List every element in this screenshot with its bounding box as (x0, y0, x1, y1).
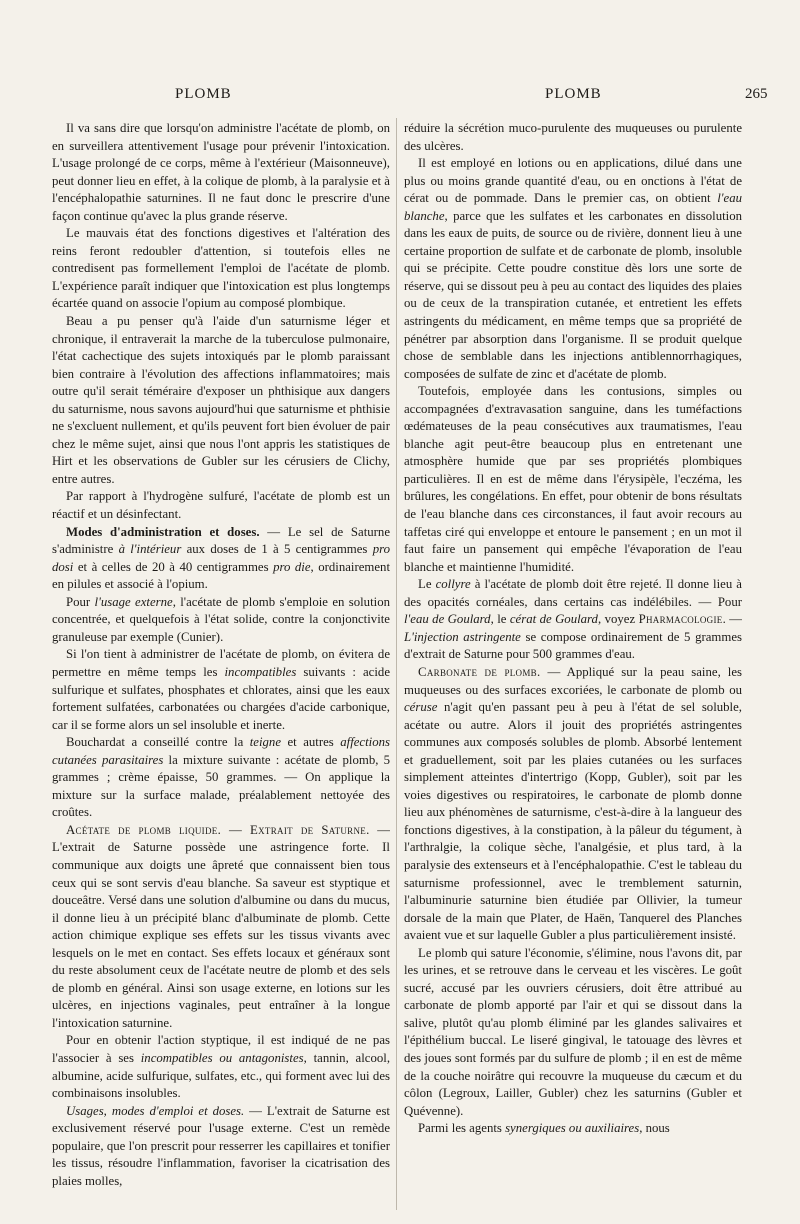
column-divider (396, 118, 397, 1210)
text-run: , ordinairement en pilules et associé à l'opium. (52, 559, 390, 592)
text-run: se compose ordinairement de 5 grammes d'extrait de Saturne pour 500 grammes d'eau. (404, 629, 742, 662)
text-run: , parce que les sulfates et les carbonates en dissolution dans les eaux de puits, de source ou de rivière, donnent lieu à une certaine proportion de sulfate et de carbonate de plomb, insoluble qui se précipite. Cette poudre constitue dès lors une sorte de réserve, qui se dissout peu à peu au contact des liquides des plaies ou de ceux de la transpiration cutanée, et entretient les effets astringents du médicament, en même temps que sa propriété de pénétrer par absorption dans l'organisme. Il se produit quelque chose de semblable dans les injections antiblennorrhagiques, composées de sulfate de zinc et d'acétate de plomb. (404, 208, 742, 381)
paragraph (52, 734, 390, 822)
italic-run: cérat de Goulard (509, 612, 598, 627)
paragraph (404, 155, 742, 383)
text-run: . — (722, 612, 742, 627)
text-run: et autres (281, 735, 341, 750)
left-column (52, 120, 390, 1210)
paragraph: Il va sans dire que lorsqu'on administre l'acétate de plomb, on en surveillera attentivement l'usage pour prévenir l'intoxication. L'usage prolongé de ce corps, même à l'extérieur (Maisonneuve), peut donner lieu en effet, à la colique de plomb, à la paralysie et à l'encéphalopathie saturnines. Il ne faut donc le prescrire d'une façon continue qu'avec la plus grande réserve. (52, 121, 390, 223)
italic-run: l'usage externe (94, 594, 173, 609)
text-run: — Appliqué sur la peau saine, les muqueuses ou des surfaces excoriées, le carbonate de plomb ou (404, 664, 742, 697)
text-run: aux doses de 1 à 5 centigrammes (181, 542, 373, 557)
text-run: , voyez (597, 612, 639, 627)
text-run: , nous (639, 1121, 670, 1136)
paragraph: Le mauvais état des fonctions digestives et l'altération des reins feront redoubler d'attention, si toutefois elles ne contredisent pas formellement l'emploi de l'acétate de plomb. L'expérience paraît indiquer que l'intoxication est plus longtemps écartée quand on associe l'opium au composé plombique. (52, 226, 390, 311)
paragraph: Beau a pu penser qu'à l'aide d'un saturnisme léger et chronique, il entraverait la marche de la tuberculose pulmonaire, l'état cachectique des sujets intoxiqués par le plomb paraissant bien contraire à l'évolution des affections inflammatoires; mais outre qu'il serait téméraire d'exposer un phthisique aux dangers du saturnisme, nous savons aujourd'hui que saturnisme et phthisie ne s'excluent nullement, et qu'ils peuvent fort bien évoluer de pair chez le même sujet, ainsi que nous l'ont appris les statistiques de Hirt et les observations de Gubler sur les cérusiers de Clichy, entre autres. (52, 314, 390, 486)
text-run: à l'acétate de plomb doit être rejeté. Il donne lieu à des opacités cornéales, dans certains cas indélébiles. — Pour (404, 577, 742, 609)
italic-run: L'injection astringente (404, 629, 521, 644)
section-heading: Carbonate de plomb. (418, 664, 541, 679)
paragraph: Le plomb qui sature l'économie, s'élimine, nous l'avons dit, par les urines, et se retrouve dans le cerveau et les viscères. Le goût sucré, accusé par les ouvriers cérusiers, doit être attribué au carbonate de plomb apporté par l'air et qui se dissout dans la salive, plutôt qu'au plomb éliminé par les glandes salivaires et l'épithélium buccal. Le liseré gingival, le tatouage des lèvres et des joues sont formés par du sulfure de plomb ; il en est de même de la couche noirâtre qui recouvre la muqueuse du cæcum et du côlon (Legroux, Lailler, Gubler) chez les saturnins (Gubler et Quévenne). (404, 945, 742, 1118)
page-number: 265 (745, 86, 768, 102)
text-run: , tannin, alcool, albumine, acide sulfurique, sulfates, etc., qui forment avec lui des combinaisons insolubles. (52, 1050, 390, 1101)
italic-run: incompatibles ou antagonistes (140, 1050, 304, 1065)
text-run: — L'extrait de Saturne est exclusivement réservé pour l'usage externe. C'est un remède populaire, que l'on prescrit pour resserrer les capillaires et tonifier les tissus, résoudre l'inflammation, favoriser la cicatrisation des plaies molles, (52, 1103, 390, 1188)
italic-run: teigne (249, 735, 282, 750)
paragraph (404, 576, 742, 664)
text-run: Pour (66, 594, 95, 609)
section-heading: Modes d'administration et doses. (66, 524, 260, 539)
text-run: suivants : acide sulfurique et sulfates, phosphates et chlorates, ainsi que les eaux fortement sulfatées, carbonatées ou chargées d'acide carbonique, car il se forme alors un sel insoluble et inerte. (52, 664, 390, 732)
paragraph (52, 1103, 390, 1191)
paragraph (404, 1120, 742, 1138)
paragraph (52, 594, 390, 647)
italic-run: pro die (273, 559, 311, 574)
text-run: — Le sel de Saturne s'administre (52, 524, 390, 557)
running-head-right: PLOMB (545, 86, 602, 102)
text-run: , l'acétate de plomb s'emploie en solution concentrée, et quelquefois à l'état solide, contre la conjonctivite granuleuse par exemple (Cunier). (52, 594, 390, 644)
text-run: n'agit qu'en passant peu à peu à l'état de sel soluble, acétate ou autre. Alors il jouit des propriétés astringentes communes aux composés solubles de plomb. Absorbé lentement et graduellement, soit par les plaies cutanées ou les surfaces simplement atteintes d'intertrigo (Kopp, Gubler), soit par les voies digestives ou respiratoires, le carbonate de plomb donne lieu aux phénomènes de saturnisme, c'est-à-dire à la langueur des fonctions digestives, à la constipation, à la pâleur du tégument, à l'arthralgie, la colique sèche, l'analgésie, et plus tard, à la paralysie des extenseurs et à l'encéphalopathie. C'est le tableau du saturnisme professionnel, avec le tremblement saturnin, l'albuminurie saturnine bien étudiée par Ollivier, la tumeur dorsale de la main que Plater, de Haën, Tanquerel des Planches avaient vue et sur laquelle Gubler a plus particulièrement insisté. (404, 700, 742, 943)
paragraph (52, 1032, 390, 1102)
italic-run: synergiques ou auxiliaires (505, 1121, 640, 1136)
text-run: Le (418, 577, 436, 592)
text-run: , le (490, 612, 510, 627)
paragraph (404, 664, 742, 945)
italic-run: collyre (435, 577, 471, 592)
text-run: — L'extrait de Saturne possède une astringence forte. Il communique aux doigts une âpreté que connaissent bien tous ceux qui se sont servis d'eau blanche. Sa saveur est styptique et douceâtre. Versé dans une solution d'albumine ou dans du mucus, il donne lieu à un précipité blanc d'albuminate de plomb. Cette action chimique explique ses effets sur les tissus vivants avec lesquels on le met en contact. Ses effets locaux et généraux sont du reste absolument ceux de l'acétate neutre de plomb et des sels de plomb en général. Ainsi son usage externe, en lotions sur les ulcères, en injections vaginales, peut entraîner à la longue l'intoxication saturnine. (52, 822, 390, 1030)
paragraph (52, 646, 390, 734)
italic-run: à l'intérieur (118, 542, 182, 557)
paragraph (52, 524, 390, 594)
text-run: la mixture suivante : acétate de plomb, 5 grammes ; crème épaisse, 50 grammes. — On applique la mixture sur la surface malade, préalablement nettoyée des croûtes. (52, 752, 390, 820)
text-run: Pour en obtenir l'action styptique, il est indiqué de ne pas l'associer à ses (52, 1033, 390, 1065)
text-run: Parmi les agents (418, 1121, 506, 1136)
italic-run: pro dosi (52, 542, 390, 574)
paragraph: Par rapport à l'hydrogène sulfuré, l'acétate de plomb est un réactif et un désinfectant. (52, 489, 390, 522)
italic-run: céruse (404, 700, 438, 715)
italic-run: l'eau blanche (404, 191, 742, 223)
running-head-left: PLOMB (175, 86, 232, 102)
paragraph (52, 822, 390, 1033)
paragraph: réduire la sécrétion muco-purulente des muqueuses ou purulente des ulcères. (404, 121, 742, 153)
text-run: et à celles de 20 à 40 centigrammes (73, 559, 274, 574)
italic-run: incompatibles (224, 664, 297, 679)
text-run: Il est employé en lotions ou en applications, dilué dans une plus ou moins grande quantité d'eau, ou en onctions à l'état de cérat ou de pommade. Dans le premier cas, on obtient (404, 156, 742, 206)
text-run: Si l'on tient à administrer de l'acétate de plomb, on évitera de permettre en même temps les (52, 647, 390, 679)
text-run: Bouchardat a conseillé contre la (66, 735, 250, 750)
paragraph: Toutefois, employée dans les contusions, simples ou accompagnées d'extravasation sanguine, dans les tuméfactions œdémateuses de la peau consécutives aux traumatismes, l'eau blanche agit peut-être beaucoup plus en entretenant une atmosphère humide que par ses propriétés plombiques particulières. Il en est de même dans l'érysipèle, l'eczéma, les brûlures, les congélations. En effet, pour obtenir de bons résultats de l'eau blanche dans ces circonstances, il faut avoir recours au taffetas ciré qui enveloppe et entoure le pansement ; en un mot il faut faire un pansement qui empêche l'évaporation de l'eau blanche et maintienne l'humidité. (404, 384, 742, 574)
cross-reference: Pharmacologie (638, 612, 723, 627)
right-column (404, 120, 742, 1210)
italic-run: l'eau de Goulard (404, 612, 491, 627)
section-heading: Acétate de plomb liquide. — Extrait de Saturne. (66, 822, 370, 837)
section-heading: Usages, modes d'emploi et doses. (66, 1103, 245, 1118)
italic-run: affections cutanées parasitaires (52, 735, 390, 767)
